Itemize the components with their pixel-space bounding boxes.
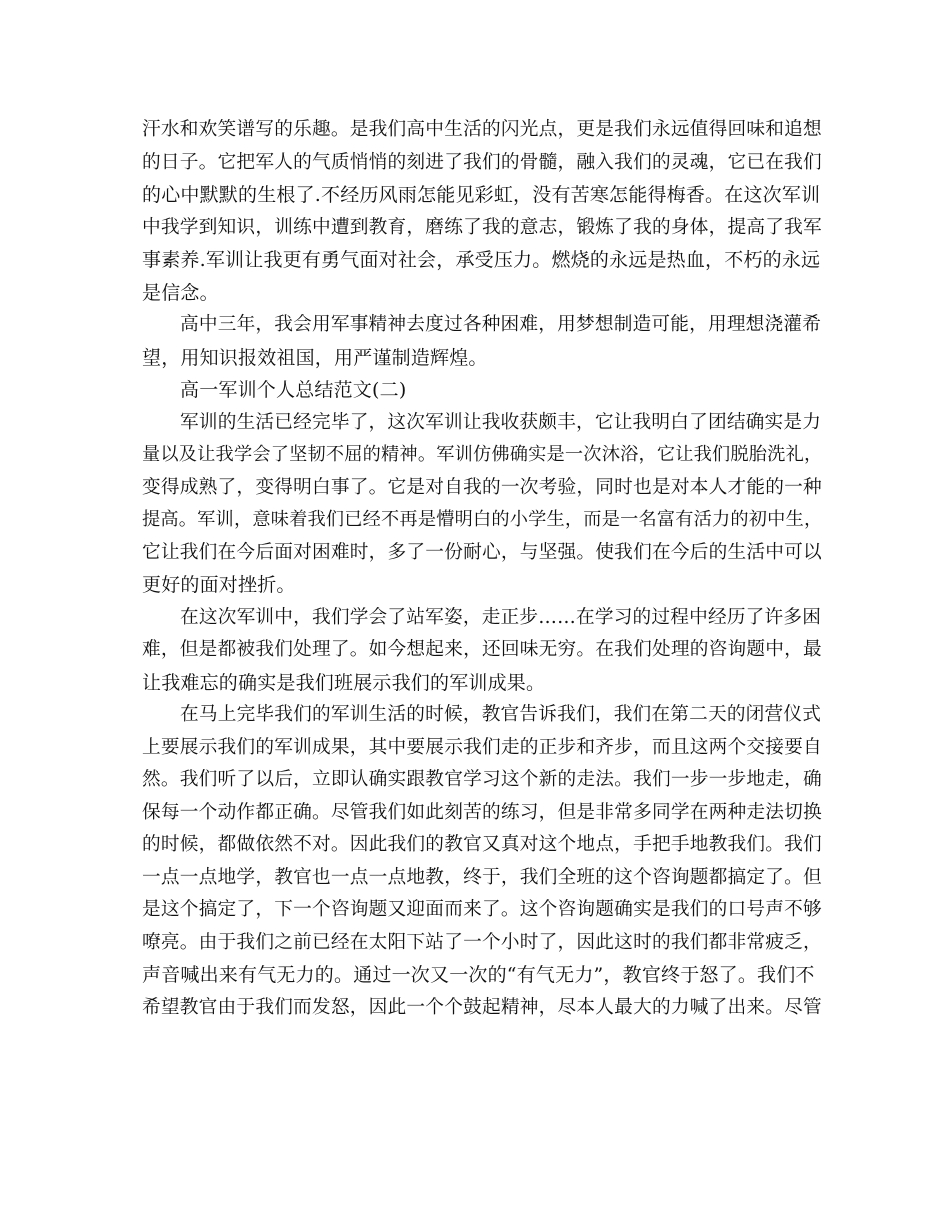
text-line: 在马上完毕我们的军训生活的时候，教官告诉我们，我们在第二天的闭营仪式 <box>180 704 822 725</box>
text-line: 是这个搞定了，下一个咨询题又迎面而来了。这个咨询题确实是我们的口号声不够 <box>142 899 822 920</box>
text-line: 上要展示我们的军训成果，其中要展示我们走的正步和齐步，而且这两个交接要自 <box>142 736 822 758</box>
text-line: 然。我们听了以后，立即认确实跟教官学习这个新的走法。我们一步一步地走，确 <box>142 769 822 790</box>
text-line: 高中三年，我会用军事精神去度过各种困难，用梦想制造可能，用理想浇灌希 <box>180 314 822 335</box>
text-line: 更好的面对挫折。 <box>142 574 296 596</box>
text-line: 希望教官由于我们而发怒，因此一个个鼓起精神，尽本人最大的力喊了出来。尽管 <box>142 996 822 1018</box>
text-line: 的日子。它把军人的气质悄悄的刻进了我们的骨髓，融入我们的灵魂，它已在我们 <box>142 151 822 173</box>
text-line: 汗水和欢笑谱写的乐趣。是我们高中生活的闪光点，更是我们永远值得回味和追想 <box>142 119 822 140</box>
text-line: 让我难忘的确实是我们班展示我们的军训成果。 <box>142 671 546 694</box>
text-line: 声音喊出来有气无力的。通过一次又一次的“有气无力”，教官终于怒了。我们不 <box>142 964 815 986</box>
text-line: 事素养.军训让我更有勇气面对社会，承受压力。燃烧的永远是热血，不朽的永远 <box>142 249 821 271</box>
text-line: 的心中默默的生根了.不经历风雨怎能见彩虹，没有苦寒怎能得梅香。在这次军训 <box>142 184 821 206</box>
text-line: 提高。军训，意味着我们已经不再是懵明白的小学生，而是一名富有活力的初中生， <box>142 509 823 530</box>
text-line: 保每一个动作都正确。尽管我们如此刻苦的练习，但是非常多同学在两种走法切换 <box>142 801 822 823</box>
text-line: 的时候，都做依然不对。因此我们的教官又真对这个地点，手把手地教我们。我们 <box>142 834 822 855</box>
text-line: 在这次军训中，我们学会了站军姿，走正步……在学习的过程中经历了许多困 <box>180 606 822 628</box>
text-line: 军训的生活已经完毕了，这次军训让我收获颇丰，它让我明白了团结确实是力 <box>180 411 822 433</box>
text-line: 量以及让我学会了坚韧不屈的精神。军训仿佛确实是一次沐浴，它让我们脱胎洗礼， <box>142 444 823 465</box>
document-page <box>142 114 822 1024</box>
text-line: 是信念。 <box>142 281 219 304</box>
text-line: 难，但是都被我们处理了。如今想起来，还回味无穷。在我们处理的咨询题中，最 <box>142 639 822 660</box>
text-line: 望，用知识报效祖国，用严谨制造辉煌。 <box>142 346 488 369</box>
text-line: 嘹亮。由于我们之前已经在太阳下站了一个小时了，因此这时的我们都非常疲乏， <box>142 931 822 953</box>
text-line: 高一军训个人总结范文(二) <box>180 379 407 401</box>
text-line: 中我学到知识，训练中遭到教育，磨练了我的意志，锻炼了我的身体，提高了我军 <box>142 216 822 238</box>
text-line: 它让我们在今后面对困难时，多了一份耐心，与坚强。使我们在今后的生活中可以 <box>142 541 822 563</box>
text-line: 变得成熟了，变得明白事了。它是对自我的一次考验，同时也是对本人才能的一种 <box>142 476 822 498</box>
text-line: 一点一点地学，教官也一点一点地教，终于，我们全班的这个咨询题都搞定了。但 <box>142 866 822 888</box>
